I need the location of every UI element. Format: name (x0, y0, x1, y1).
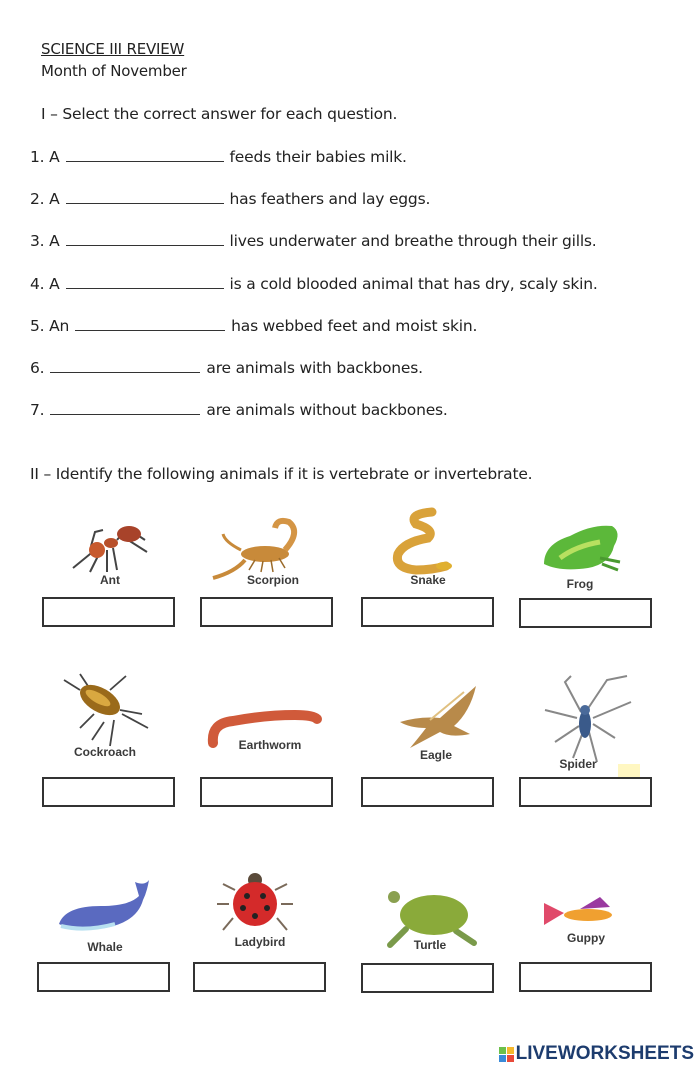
question-6 (30, 358, 423, 377)
question-text: feeds their babies milk. (229, 148, 407, 166)
question-3 (30, 231, 597, 250)
answer-box-whale[interactable] (37, 962, 170, 992)
answer-blank-2[interactable] (66, 189, 224, 204)
worksheet-title: SCIENCE III REVIEW (41, 40, 185, 58)
answer-box-eagle[interactable] (361, 777, 494, 807)
question-text: lives underwater and breathe through their gills. (229, 232, 597, 250)
question-text: has webbed feet and moist skin. (231, 317, 478, 335)
brand-name: LIVEWORKSHEETS (515, 1043, 694, 1064)
question-7 (30, 400, 448, 419)
answer-blank-5[interactable] (75, 316, 225, 331)
answer-box-earthworm[interactable] (200, 777, 333, 807)
logo-icon (499, 1047, 514, 1062)
question-5 (30, 316, 477, 335)
question-1 (30, 147, 407, 166)
answer-box-guppy[interactable] (519, 962, 652, 992)
question-number: 7. (30, 401, 45, 419)
answer-blank-3[interactable] (66, 231, 224, 246)
cockroach-icon (50, 670, 170, 750)
question-number: 6. (30, 359, 45, 377)
question-text: has feathers and lay eggs. (229, 190, 431, 208)
animal-label-frog: Frog (566, 577, 594, 591)
question-number: 3. A (30, 232, 60, 250)
question-2 (30, 189, 430, 208)
answer-blank-6[interactable] (50, 358, 200, 373)
turtle-icon (380, 885, 500, 965)
question-text: are animals with backbones. (206, 359, 423, 377)
question-number: 2. A (30, 190, 60, 208)
question-number: 1. A (30, 148, 60, 166)
question-text: is a cold blooded animal that has dry, scaly skin. (229, 275, 598, 293)
animal-label-whale: Whale (87, 940, 123, 954)
animal-label-eagle: Eagle (419, 748, 452, 762)
answer-box-ant[interactable] (42, 597, 175, 627)
animal-label-snake: Snake (410, 573, 446, 587)
liveworksheets-logo (499, 1043, 694, 1065)
animal-label-spider: Spider (559, 757, 597, 771)
answer-blank-1[interactable] (66, 147, 224, 162)
animal-label-ladybird: Ladybird (234, 935, 286, 949)
animal-label-cockroach: Cockroach (73, 745, 137, 759)
question-4 (30, 274, 598, 293)
animal-label-turtle: Turtle (413, 938, 447, 952)
answer-box-frog[interactable] (519, 598, 652, 628)
spider-icon (535, 672, 655, 752)
question-number: 5. An (30, 317, 70, 335)
animal-label-guppy: Guppy (567, 931, 605, 945)
worksheet-subtitle: Month of November (41, 62, 187, 80)
animal-label-earthworm: Earthworm (238, 738, 302, 752)
answer-box-scorpion[interactable] (200, 597, 333, 627)
animal-label-ant: Ant (100, 573, 120, 587)
answer-box-snake[interactable] (361, 597, 494, 627)
question-number: 4. A (30, 275, 60, 293)
answer-box-spider[interactable] (519, 777, 652, 807)
answer-box-cockroach[interactable] (42, 777, 175, 807)
part2-instruction: II – Identify the following animals if it is vertebrate or invertebrate. (30, 465, 533, 483)
answer-blank-7[interactable] (50, 400, 200, 415)
animal-label-scorpion: Scorpion (246, 573, 299, 587)
answer-box-ladybird[interactable] (193, 962, 326, 992)
answer-blank-4[interactable] (66, 274, 224, 289)
question-text: are animals without backbones. (206, 401, 448, 419)
answer-box-turtle[interactable] (361, 963, 494, 993)
part1-instruction: I – Select the correct answer for each question. (41, 105, 398, 123)
